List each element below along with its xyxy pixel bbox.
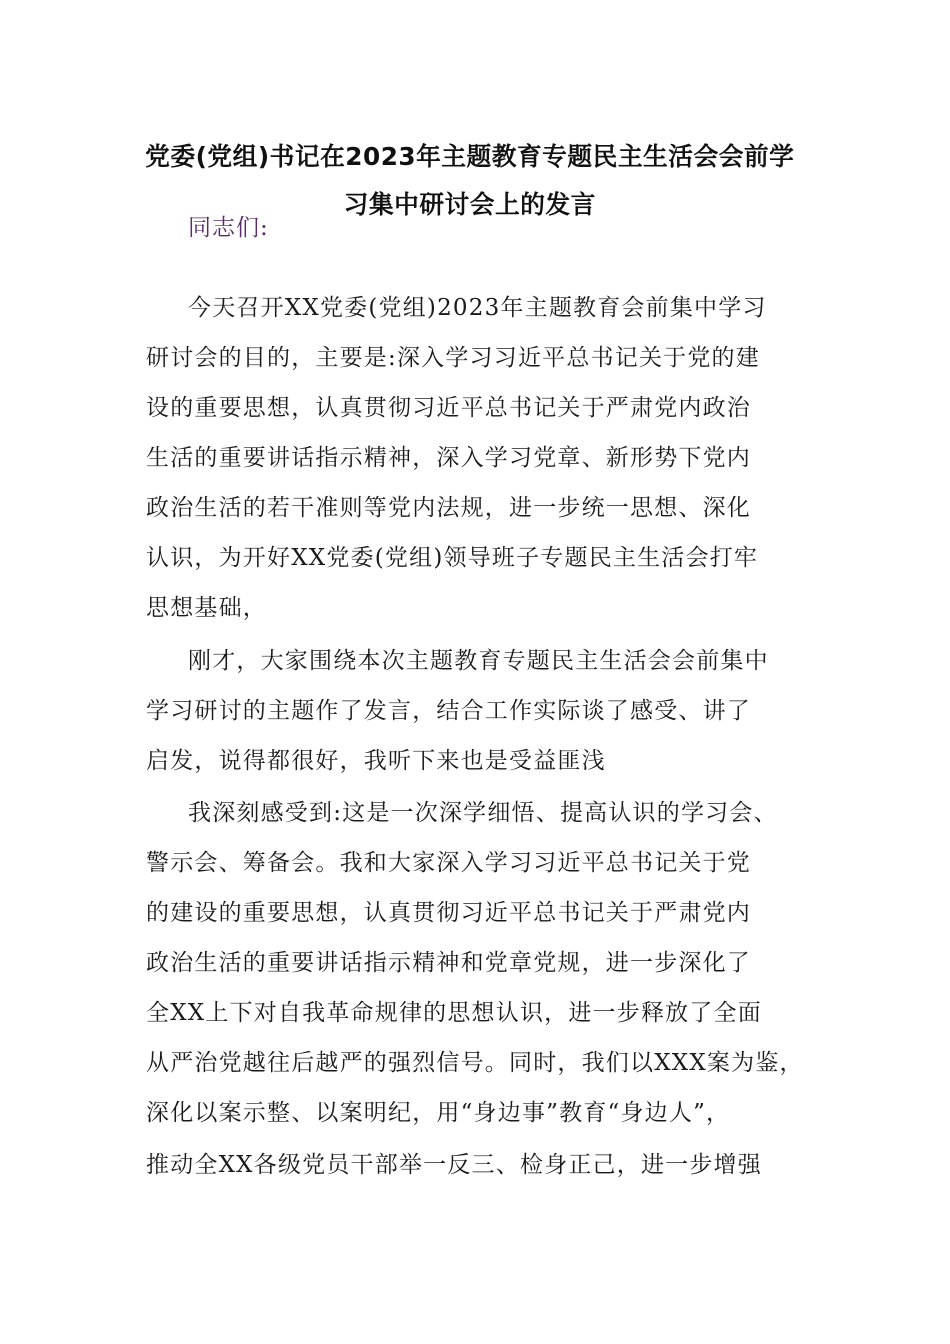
paragraph-3-line-4: 政治生活的重要讲话指示精神和党章党规，进一步深化了 — [146, 950, 751, 976]
paragraph-3-line-2: 警示会、筹备会。我和大家深入学习习近平总书记关于党 — [146, 850, 751, 876]
paragraph-2-line-1: 刚才，大家围绕本次主题教育专题民主生活会会前集中 — [188, 648, 769, 674]
paragraph-1-line-5: 政治生活的若干准则等党内法规，进一步统一思想、深化 — [146, 495, 751, 521]
paragraph-3-line-1: 我深刻感受到:这是一次深学细悟、提高认识的学习会、 — [188, 800, 778, 826]
paragraph-1-line-4: 生活的重要讲话指示精神，深入学习党章、新形势下党内 — [146, 445, 751, 471]
paragraph-3-line-5: 全XX上下对自我革命规律的思想认识，进一步释放了全面 — [146, 1000, 762, 1026]
paragraph-1-line-2: 研讨会的目的，主要是:深入学习习近平总书记关于党的建 — [146, 345, 760, 371]
paragraph-3-line-8: 推动全XX各级党员干部举一反三、检身正己，进一步增强 — [146, 1152, 762, 1178]
paragraph-3-line-6: 从严治党越往后越严的强烈信号。同时，我们以XXX案为鉴， — [146, 1050, 804, 1076]
paragraph-1-line-3: 设的重要思想，认真贯彻习近平总书记关于严肃党内政治 — [146, 395, 751, 421]
paragraph-2-line-2: 学习研讨的主题作了发言，结合工作实际谈了感受、讲了 — [146, 698, 751, 724]
paragraph-1-line-7: 思想基础， — [146, 595, 267, 621]
paragraph-2-line-3: 启发，说得都很好，我听下来也是受益匪浅 — [146, 748, 606, 774]
greeting: 同志们: — [188, 215, 269, 241]
document-title-line-1: 党委(党组)书记在2023年主题教育专题民主生活会会前学 — [145, 142, 795, 171]
paragraph-1-line-1: 今天召开XX党委(党组)2023年主题教育会前集中学习 — [188, 295, 767, 321]
paragraph-3-line-3: 的建设的重要思想，认真贯彻习近平总书记关于严肃党内 — [146, 900, 751, 926]
document-title-line-2: 习集中研讨会上的发言 — [343, 190, 596, 219]
paragraph-3-line-7: 深化以案示整、以案明纪，用“身边事”教育“身边人”， — [146, 1100, 731, 1126]
paragraph-1-line-6: 认识，为开好XX党委(党组)领导班子专题民主生活会打牢 — [146, 545, 759, 571]
